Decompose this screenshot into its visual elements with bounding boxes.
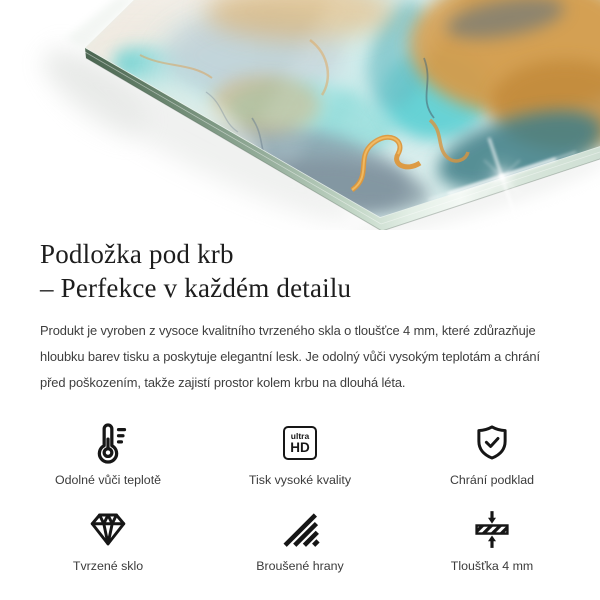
feature-thickness — [396, 505, 588, 573]
feature-label: Tisk vysoké kvality — [248, 473, 352, 487]
uhd-badge-ultra: ultra — [290, 430, 310, 441]
polished-edges-icon — [279, 505, 321, 553]
product-photo — [0, 0, 600, 230]
feature-protects-floor — [396, 419, 588, 487]
feature-heat-resistant — [12, 419, 204, 487]
shield-check-icon — [471, 419, 513, 467]
feature-label: Broušené hrany — [256, 559, 344, 573]
product-info-section — [0, 237, 600, 396]
glass-pad-illustration — [0, 0, 600, 230]
feature-label: Chrání podklad — [449, 473, 535, 487]
product-description: Produkt je vyroben z vysoce kvalitního tvrzeného skla o tloušťce 4 mm, které zdůrazňuje hloubku barev tisku a poskytuje elegantní lesk. Je odolný vůči vysokým teplotám a chrání před poškozením, takže zajistí prostor kolem krbu na dlouhá léta. — [40, 323, 540, 390]
feature-print-quality — [204, 419, 396, 487]
feature-label: Tloušťka 4 mm — [450, 559, 534, 573]
feature-label: Tvrzené sklo — [72, 559, 144, 573]
feature-polished-edges — [204, 505, 396, 573]
thermometer-icon — [85, 419, 131, 467]
feature-label: Odolné vůči teplotě — [54, 473, 162, 487]
title-line-1: Podložka pod krb — [40, 239, 234, 269]
title-line-2: – Perfekce v každém detailu — [40, 273, 352, 303]
page-title — [40, 237, 560, 305]
uhd-badge-hd: HD — [290, 440, 310, 455]
feature-tempered-glass — [12, 505, 204, 573]
features-grid — [0, 419, 600, 573]
ultra-hd-icon — [283, 419, 317, 467]
diamond-icon — [87, 505, 129, 553]
thickness-icon — [471, 505, 513, 553]
